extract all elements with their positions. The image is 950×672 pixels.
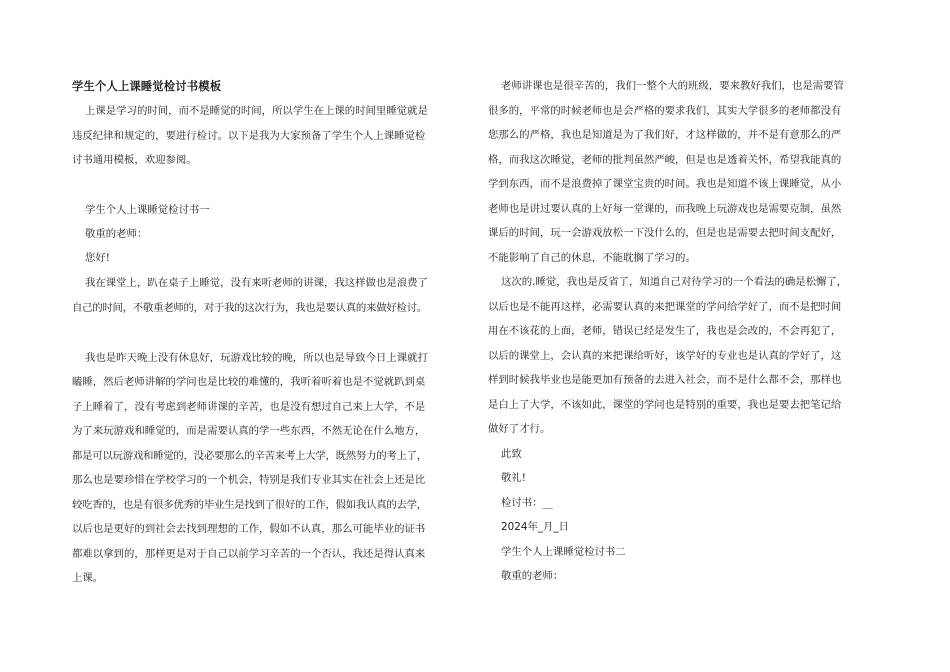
intro-line: 上课是学习的时间，而不是睡觉的时间，所以学生在上课的时间里睡觉就是: [85, 105, 428, 117]
paragraph-line: 老师也是讲过要认真的上好每一堂课的，而我晚上玩游戏也是需要克制，虽然: [488, 203, 842, 215]
salutation: 敬重的老师：: [85, 228, 148, 240]
paragraph-line: 您那么的严格，我也是知道是为了我们好，才这样做的，并不是有意那么的严: [488, 129, 842, 141]
paragraph-line: 自己的时间，不敬重老师的，对于我的这次行为，我也是要认真的来做好检讨。: [72, 302, 427, 314]
greeting: 您好!: [85, 252, 110, 264]
paragraph-line: 上课。: [72, 572, 104, 584]
paragraph-line: 老师讲课也是很辛苦的，我们一整个大的班级，要来教好我们，也是需要管: [501, 80, 844, 92]
paragraph-line: 那么也是要珍惜在学校学习的一个机会，特别是我们专业其实在社会上还是比: [72, 474, 426, 486]
paragraph-line: 用在不该花的上面，老师，错误已经是发生了，我也是会改的，不会再犯了，: [488, 325, 842, 337]
paragraph-line: 很多的，平常的时候老师也是会严格的要求我们，其实大学很多的老师都没有: [488, 105, 842, 117]
intro-line: 讨书通用模板，欢迎参阅。: [72, 154, 197, 166]
salutation: 敬重的老师：: [501, 570, 564, 582]
paragraph-line: 课后的时间，玩一会游戏放松一下没什么的，但是也是需要去把时间支配好，: [488, 227, 842, 239]
paragraph-line: 学到东西，而不是浪费掉了课堂宝贵的时间。我也是知道不该上课睡觉，从小: [488, 178, 842, 190]
paragraph-line: 都难以拿到的，那样更是对于自己以前学习辛苦的一个否认，我还是得认真来: [72, 548, 426, 560]
letter-heading: 学生个人上课睡觉检讨书一: [85, 204, 210, 216]
document-title: 学生个人上课睡觉检讨书模板: [72, 79, 222, 93]
paragraph-line: 我也是昨天晚上没有休息好，玩游戏比较的晚，所以也是导致今日上课就打: [85, 352, 428, 364]
paragraph-line: 都是可以玩游戏和睡觉的，没必要那么的辛苦来考上大学，既然努力的考上了，: [72, 450, 427, 462]
paragraph-line: 瞌睡，然后老师讲解的学问也是比较的难懂的，我听着听着也是不觉就趴到桌: [72, 376, 426, 388]
intro-line: 违反纪律和规定的，要进行检讨。以下是我为大家预备了学生个人上课睡觉检: [72, 130, 426, 142]
closing-line: 此致: [501, 448, 522, 460]
letter-heading: 学生个人上课睡觉检讨书二: [501, 546, 626, 558]
paragraph-line: 我在课堂上，趴在桌子上睡觉，没有来听老师的讲课，我这样做也是浪费了: [85, 277, 428, 289]
paragraph-line: 以后也是更好的到社会去找到理想的工作，假如不认真，那么可能毕业的证书: [72, 523, 426, 535]
paragraph-line: 这次的.睡觉，我也是反省了，知道自己对待学习的一个看法的确是松懈了，: [501, 276, 848, 288]
paragraph-line: 不能影响了自己的休息，不能耽搁了学习的。: [488, 252, 696, 264]
date-line: 2024年_月_日: [501, 521, 570, 533]
paragraph-line: 格，而我这次睡觉，老师的批判虽然严峻，但是也是透着关怀，希望我能真的: [488, 154, 842, 166]
paragraph-line: 以后也是不能再这样，必需要认真的来把课堂的学问给学好了，而不是把时间: [488, 301, 842, 313]
paragraph-line: 是白上了大学，不该如此，课堂的学问也是特别的重要，我也是要去把笔记给: [488, 399, 842, 411]
paragraph-line: 较吃香的，也是有很多优秀的毕业生是找到了很好的工作，假如我认真的去学，: [72, 499, 427, 511]
paragraph-line: 做好了才行。: [488, 423, 551, 435]
paragraph-line: 样到时候我毕业也是能更加有预备的去进入社会，而不是什么都不会，那样也: [488, 374, 842, 386]
signature-line: 检讨书：__: [501, 497, 553, 509]
closing-line: 敬礼!: [501, 472, 526, 484]
paragraph-line: 以后的课堂上，会认真的来把课给听好，该学好的专业也是认真的学好了，这: [488, 350, 842, 362]
paragraph-line: 为了来玩游戏和睡觉的，而是需要认真的学一些东西，不然无论在什么地方，: [72, 425, 426, 437]
paragraph-line: 子上睡着了，没有考虑到老师讲课的辛苦，也是没有想过自己来上大学，不是: [72, 401, 426, 413]
